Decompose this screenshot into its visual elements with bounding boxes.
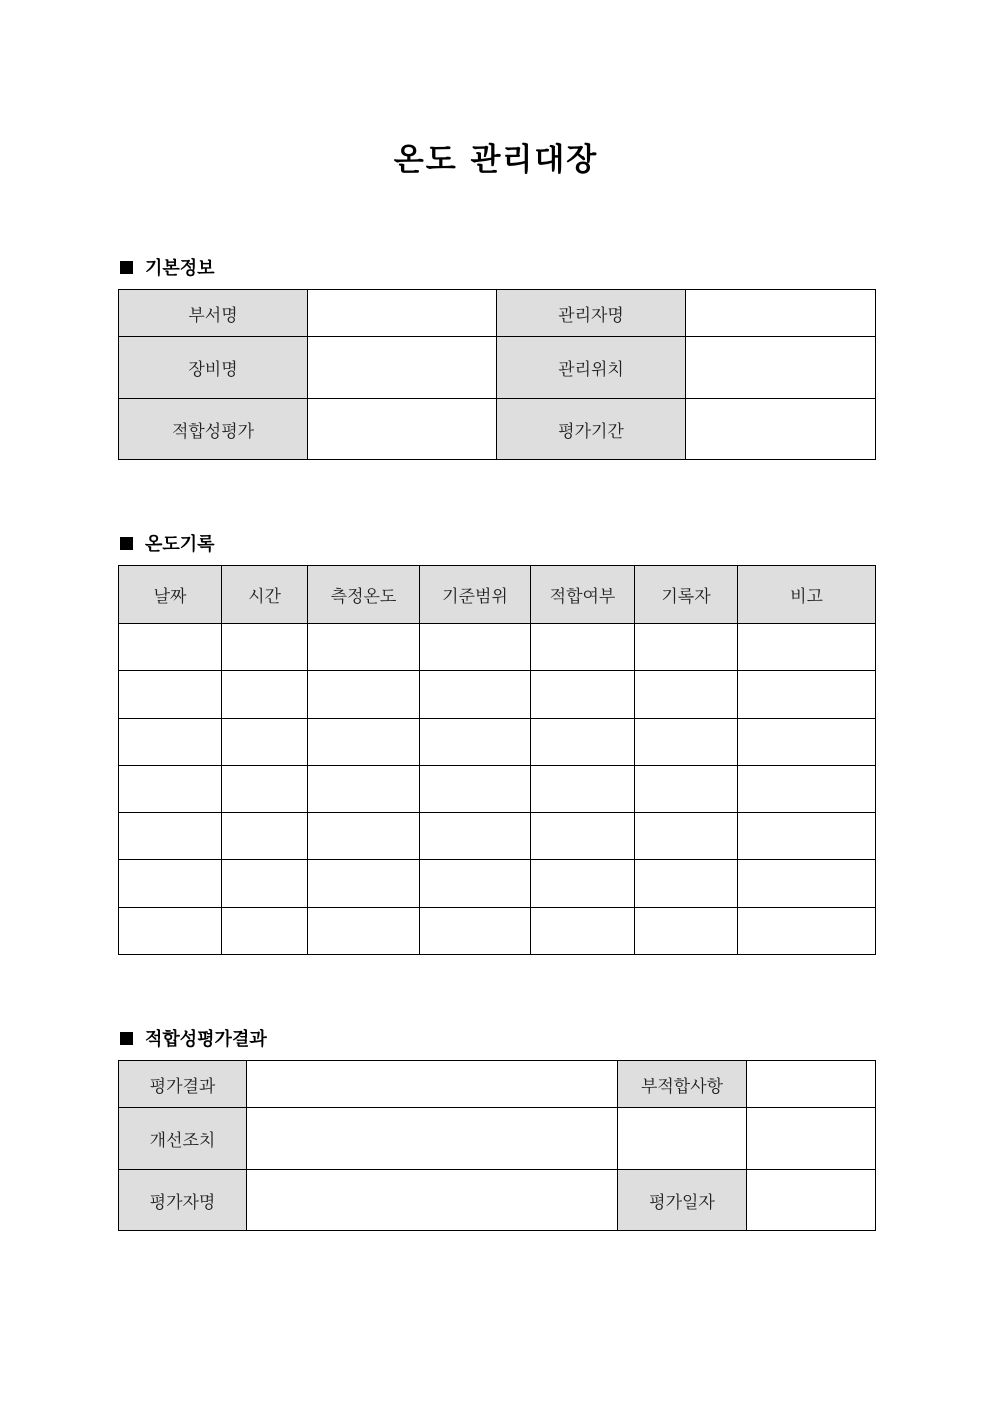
field-dept[interactable] bbox=[308, 290, 497, 337]
record-cell[interactable] bbox=[531, 719, 635, 766]
record-cell[interactable] bbox=[308, 860, 420, 908]
table-row bbox=[119, 860, 876, 908]
field-eval-date[interactable] bbox=[747, 1170, 876, 1231]
page-title: 온도 관리대장 bbox=[393, 142, 599, 178]
column-header-recorder: 기록자 bbox=[635, 566, 738, 624]
record-cell[interactable] bbox=[420, 908, 531, 955]
evaluation-result-table bbox=[118, 1060, 876, 1231]
record-cell[interactable] bbox=[308, 813, 420, 860]
label-evaluator: 평가자명 bbox=[119, 1170, 247, 1231]
record-cell[interactable] bbox=[308, 624, 420, 671]
field-evaluator[interactable] bbox=[247, 1170, 618, 1231]
label-suitability: 적합성평가 bbox=[119, 399, 308, 460]
record-cell[interactable] bbox=[420, 766, 531, 813]
record-cell[interactable] bbox=[222, 766, 308, 813]
section-heading-label: 적합성평가결과 bbox=[145, 1029, 267, 1050]
table-row bbox=[119, 719, 876, 766]
field-period[interactable] bbox=[686, 399, 876, 460]
field-nonconformity[interactable] bbox=[747, 1061, 876, 1108]
table-row bbox=[119, 766, 876, 813]
record-cell[interactable] bbox=[119, 719, 222, 766]
label-eval-result: 평가결과 bbox=[119, 1061, 247, 1108]
field-manager[interactable] bbox=[686, 290, 876, 337]
record-cell[interactable] bbox=[635, 624, 738, 671]
record-cell[interactable] bbox=[738, 813, 876, 860]
record-cell[interactable] bbox=[222, 908, 308, 955]
record-cell[interactable] bbox=[222, 860, 308, 908]
record-cell[interactable] bbox=[635, 908, 738, 955]
record-cell[interactable] bbox=[119, 766, 222, 813]
table-row bbox=[119, 813, 876, 860]
field-corrective-action[interactable] bbox=[247, 1108, 618, 1170]
record-cell[interactable] bbox=[308, 766, 420, 813]
label-dept: 부서명 bbox=[119, 290, 308, 337]
field-blank[interactable] bbox=[618, 1108, 747, 1170]
section-heading-label: 온도기록 bbox=[145, 534, 215, 555]
record-cell[interactable] bbox=[531, 860, 635, 908]
record-cell[interactable] bbox=[119, 671, 222, 719]
record-cell[interactable] bbox=[531, 813, 635, 860]
record-cell[interactable] bbox=[635, 813, 738, 860]
record-cell[interactable] bbox=[531, 671, 635, 719]
label-location: 관리위치 bbox=[497, 337, 686, 399]
record-cell[interactable] bbox=[738, 908, 876, 955]
record-cell[interactable] bbox=[635, 671, 738, 719]
column-header-standard-range: 기준범위 bbox=[420, 566, 531, 624]
column-header-remarks: 비고 bbox=[738, 566, 876, 624]
label-equipment: 장비명 bbox=[119, 337, 308, 399]
record-cell[interactable] bbox=[119, 908, 222, 955]
record-cell[interactable] bbox=[635, 719, 738, 766]
record-cell[interactable] bbox=[420, 813, 531, 860]
record-cell[interactable] bbox=[420, 624, 531, 671]
column-header-conformity: 적합여부 bbox=[531, 566, 635, 624]
basic-info-table bbox=[118, 289, 876, 460]
section-heading-evaluation-result bbox=[120, 1025, 267, 1051]
record-cell[interactable] bbox=[531, 766, 635, 813]
black-square-icon bbox=[120, 1032, 133, 1045]
record-cell[interactable] bbox=[119, 813, 222, 860]
record-cell[interactable] bbox=[738, 671, 876, 719]
label-eval-date: 평가일자 bbox=[618, 1170, 747, 1231]
label-period: 평가기간 bbox=[497, 399, 686, 460]
record-cell[interactable] bbox=[420, 719, 531, 766]
record-cell[interactable] bbox=[119, 624, 222, 671]
field-equipment[interactable] bbox=[308, 337, 497, 399]
table-row bbox=[119, 671, 876, 719]
record-cell[interactable] bbox=[308, 671, 420, 719]
section-heading-label: 기본정보 bbox=[145, 258, 215, 279]
section-heading-basic-info bbox=[120, 254, 215, 280]
record-cell[interactable] bbox=[420, 860, 531, 908]
field-blank[interactable] bbox=[747, 1108, 876, 1170]
record-cell[interactable] bbox=[531, 908, 635, 955]
column-header-time: 시간 bbox=[222, 566, 308, 624]
record-cell[interactable] bbox=[738, 719, 876, 766]
field-location[interactable] bbox=[686, 337, 876, 399]
record-cell[interactable] bbox=[420, 671, 531, 719]
record-cell[interactable] bbox=[222, 813, 308, 860]
black-square-icon bbox=[120, 537, 133, 550]
record-cell[interactable] bbox=[738, 860, 876, 908]
record-cell[interactable] bbox=[119, 860, 222, 908]
label-manager: 관리자명 bbox=[497, 290, 686, 337]
record-cell[interactable] bbox=[222, 624, 308, 671]
record-cell[interactable] bbox=[222, 719, 308, 766]
record-cell[interactable] bbox=[635, 766, 738, 813]
field-eval-result[interactable] bbox=[247, 1061, 618, 1108]
record-cell[interactable] bbox=[222, 671, 308, 719]
table-row bbox=[119, 624, 876, 671]
record-cell[interactable] bbox=[635, 860, 738, 908]
record-cell[interactable] bbox=[308, 719, 420, 766]
column-header-date: 날짜 bbox=[119, 566, 222, 624]
black-square-icon bbox=[120, 261, 133, 274]
label-corrective-action: 개선조치 bbox=[119, 1108, 247, 1170]
record-cell[interactable] bbox=[531, 624, 635, 671]
field-suitability[interactable] bbox=[308, 399, 497, 460]
table-row bbox=[119, 908, 876, 955]
column-header-measured-temp: 측정온도 bbox=[308, 566, 420, 624]
label-nonconformity: 부적합사항 bbox=[618, 1061, 747, 1108]
record-cell[interactable] bbox=[738, 766, 876, 813]
record-cell[interactable] bbox=[738, 624, 876, 671]
section-heading-temperature-records bbox=[120, 530, 215, 556]
temperature-records-table bbox=[118, 565, 876, 955]
record-cell[interactable] bbox=[308, 908, 420, 955]
